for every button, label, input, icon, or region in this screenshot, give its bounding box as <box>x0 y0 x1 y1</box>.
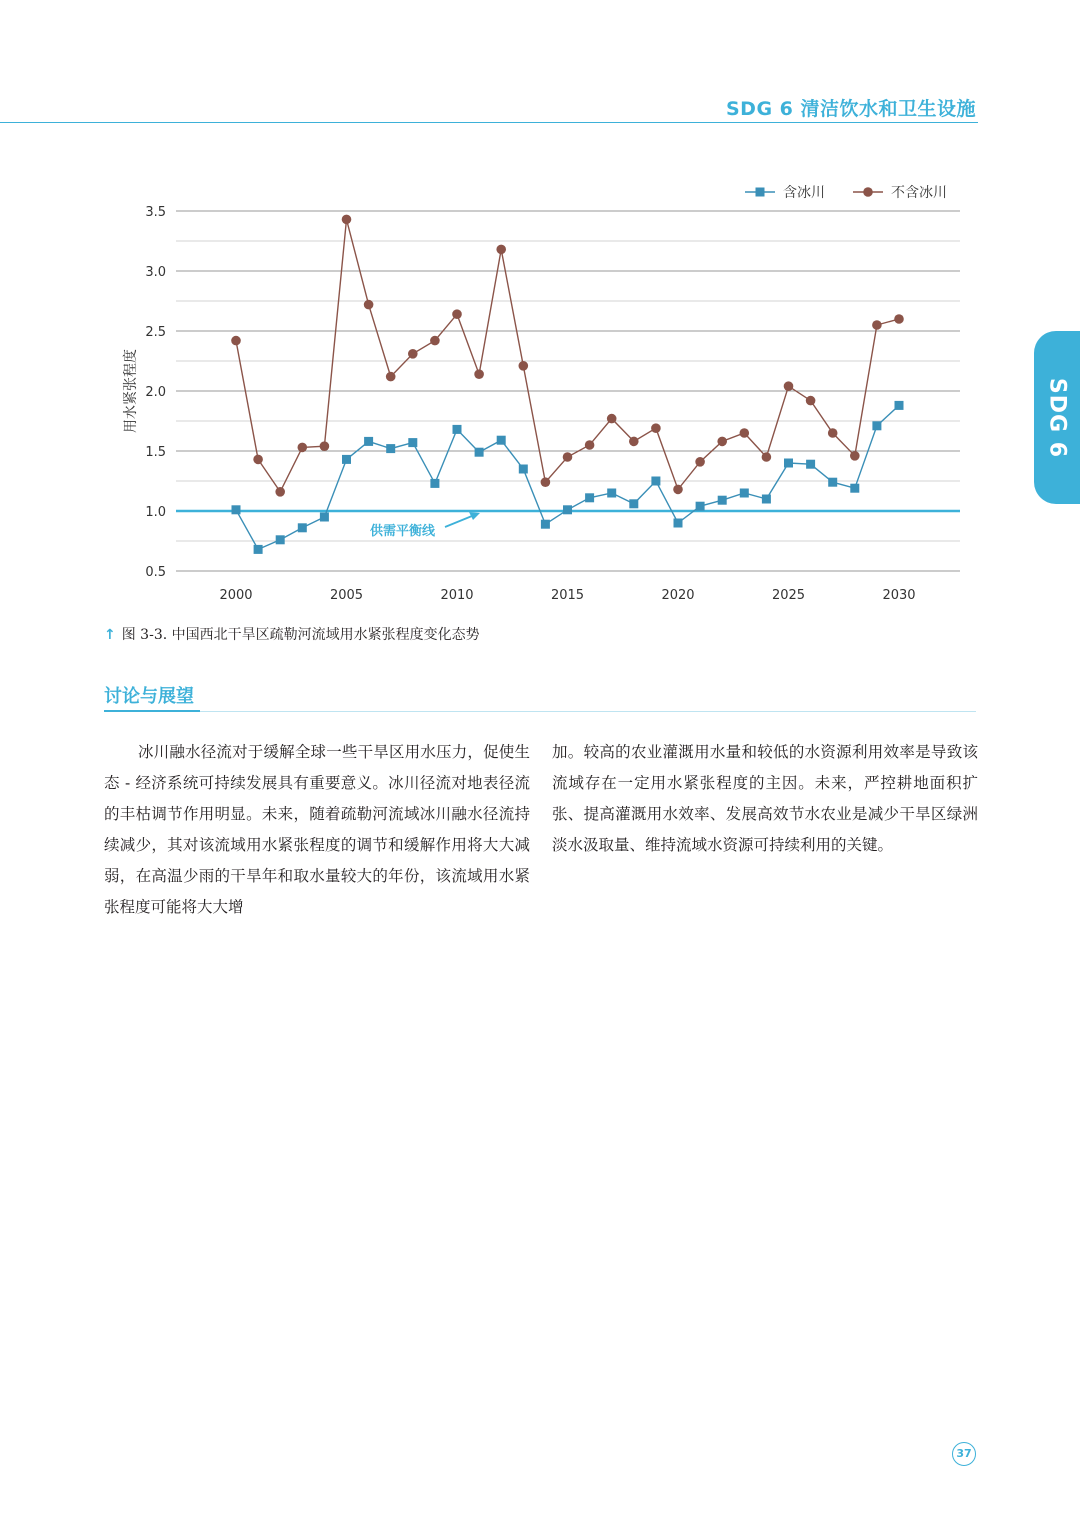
y-axis-label: 用水紧张程度 <box>123 349 139 433</box>
data-point-square <box>453 425 462 434</box>
data-point-square <box>430 479 439 488</box>
legend-marker-square <box>756 188 765 197</box>
data-point-square <box>607 489 616 498</box>
data-point-square <box>298 523 307 532</box>
data-point-square <box>674 519 683 528</box>
data-point-circle <box>850 451 860 461</box>
header-title: SDG 6 清洁饮水和卫生设施 <box>725 98 976 120</box>
data-point-square <box>585 493 594 502</box>
reference-line-arrow <box>445 516 472 527</box>
data-point-circle <box>762 452 772 462</box>
data-point-square <box>718 496 727 505</box>
data-point-square <box>563 505 572 514</box>
y-tick-label: 3.5 <box>145 205 166 220</box>
data-point-circle <box>430 336 440 346</box>
legend-marker-circle <box>863 187 873 197</box>
data-point-square <box>629 499 638 508</box>
data-point-square <box>386 444 395 453</box>
section-rule <box>104 711 976 712</box>
caption-arrow-icon: ↑ <box>104 627 116 643</box>
section-title: 讨论与展望 <box>104 686 194 707</box>
x-tick-label: 2005 <box>329 588 364 603</box>
x-tick-label: 2030 <box>882 588 916 603</box>
data-point-square <box>497 436 506 445</box>
x-tick-label: 2010 <box>440 588 474 603</box>
data-point-circle <box>740 428 750 438</box>
data-point-square <box>541 520 550 529</box>
reference-line-label: 供需平衡线 <box>370 524 436 539</box>
data-point-circle <box>784 381 794 391</box>
y-tick-label: 1.5 <box>145 445 166 460</box>
data-point-circle <box>253 455 263 465</box>
data-point-circle <box>717 437 727 447</box>
data-point-circle <box>364 300 374 310</box>
data-point-square <box>651 477 660 486</box>
data-point-square <box>475 448 484 457</box>
data-point-circle <box>408 349 418 359</box>
data-point-circle <box>828 428 838 438</box>
caption-text: 图 3-3. 中国西北干旱区疏勒河流域用水紧张程度变化态势 <box>121 627 480 643</box>
body-column-left: 冰川融水径流对于缓解全球一些干旱区用水压力，促使生态 - 经济系统可持续发展具有重要意义。冰川径流对地表径流的丰枯调节作用明显。未来，随着疏勒河流域冰川融水径流持续减少，其对该流域用水紧张程度的调节和缓解作用将大大减弱，在高温少雨的干旱年和取水量较大的年份，该流域用水紧张程度可能将大大增 <box>104 743 530 916</box>
data-point-square <box>232 505 241 514</box>
data-point-square <box>895 401 904 410</box>
series-line-0 <box>236 405 899 549</box>
line-chart <box>100 170 980 620</box>
data-point-square <box>806 460 815 469</box>
x-tick-label: 2015 <box>550 588 585 603</box>
x-tick-label: 2025 <box>771 588 806 603</box>
data-point-circle <box>806 396 816 406</box>
data-point-circle <box>695 457 705 467</box>
data-point-square <box>872 421 881 430</box>
data-point-circle <box>275 487 285 497</box>
data-point-square <box>850 484 859 493</box>
section-underline <box>104 710 200 712</box>
data-point-circle <box>894 314 904 324</box>
data-point-square <box>828 478 837 487</box>
data-point-square <box>784 459 793 468</box>
data-point-circle <box>298 443 308 453</box>
side-tab-label: SDG 6 <box>1044 377 1070 458</box>
data-point-square <box>408 438 417 447</box>
x-tick-label: 2020 <box>661 588 695 603</box>
data-point-circle <box>651 423 661 433</box>
y-tick-label: 2.0 <box>145 385 166 400</box>
data-point-circle <box>673 485 683 495</box>
data-point-square <box>320 513 329 522</box>
data-point-circle <box>607 414 617 424</box>
data-point-circle <box>231 336 241 346</box>
y-tick-label: 3.0 <box>145 265 166 280</box>
data-point-square <box>740 489 749 498</box>
data-point-circle <box>872 320 882 330</box>
data-point-square <box>364 437 373 446</box>
data-point-circle <box>386 372 396 382</box>
data-point-circle <box>496 245 506 255</box>
y-tick-label: 2.5 <box>145 325 166 340</box>
page-number: 37 <box>952 1442 976 1466</box>
side-tab <box>1034 331 1080 504</box>
data-point-square <box>696 502 705 511</box>
data-point-circle <box>320 441 330 451</box>
data-point-circle <box>474 369 484 379</box>
x-tick-label: 2000 <box>219 588 253 603</box>
data-point-square <box>254 545 263 554</box>
data-point-square <box>519 465 528 474</box>
data-point-circle <box>585 440 595 450</box>
legend-label: 不含冰川 <box>891 185 947 201</box>
legend-label: 含冰川 <box>783 185 825 201</box>
data-point-square <box>762 495 771 504</box>
data-point-square <box>276 535 285 544</box>
header-rule <box>0 122 978 123</box>
figure-caption <box>104 624 480 644</box>
data-point-circle <box>452 309 462 319</box>
data-point-circle <box>541 477 551 487</box>
data-point-square <box>342 455 351 464</box>
y-tick-label: 0.5 <box>145 565 166 580</box>
data-point-circle <box>342 215 352 225</box>
data-point-circle <box>519 361 529 371</box>
data-point-circle <box>629 437 639 447</box>
data-point-circle <box>563 452 573 462</box>
body-column-right: 加。较高的农业灌溉用水量和较低的水资源利用效率是导致该流域存在一定用水紧张程度的主因。未来，严控耕地面积扩张、提高灌溉用水效率、发展高效节水农业是减少干旱区绿洲淡水汲取量、维持流域水资源可持续利用的关键。 <box>552 743 978 854</box>
y-tick-label: 1.0 <box>145 505 166 520</box>
